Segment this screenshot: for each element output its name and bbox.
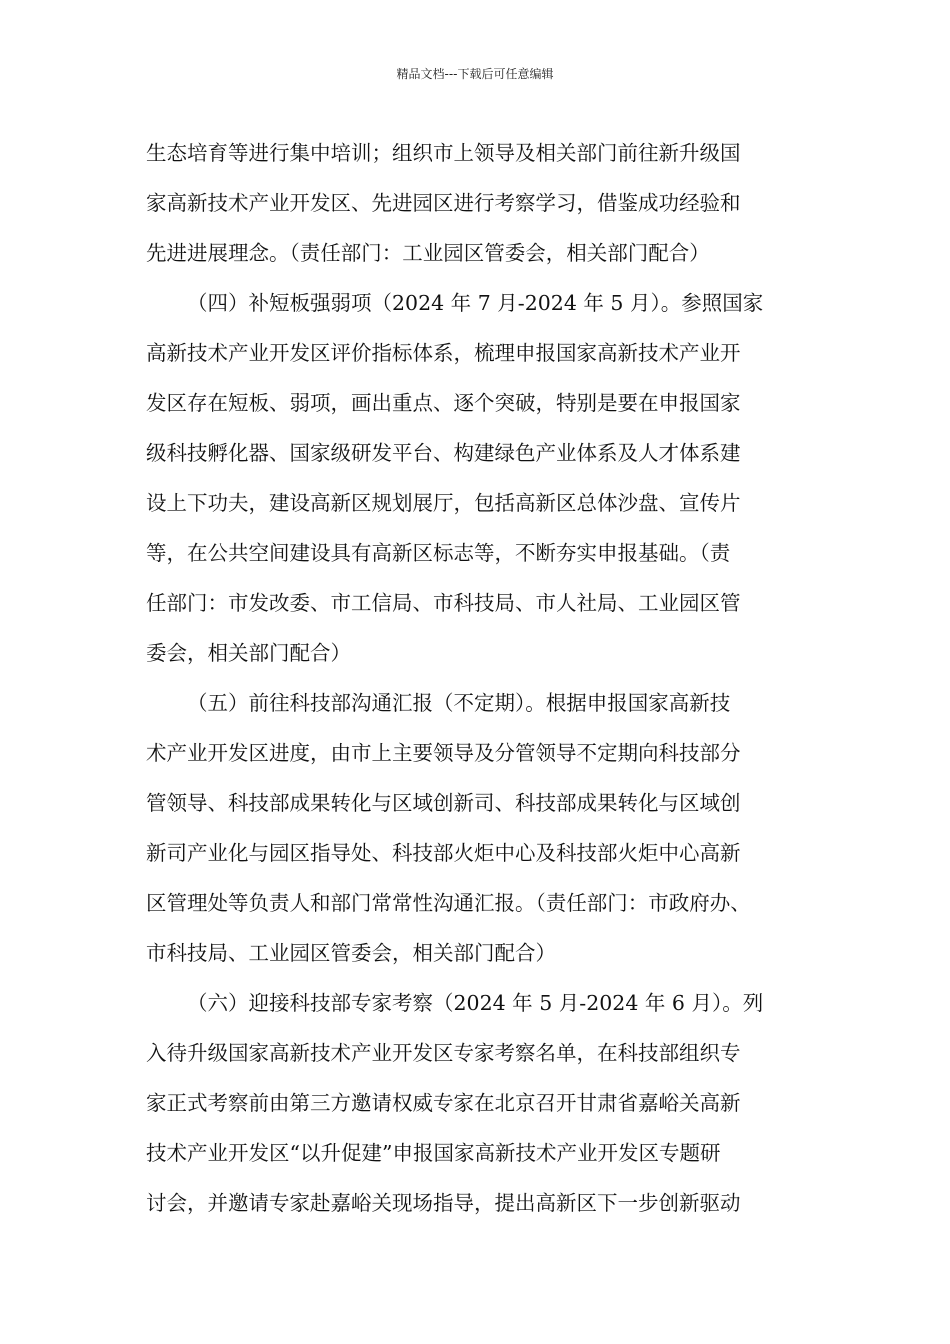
text-line: 讨会，并邀请专家赴嘉峪关现场指导，提出高新区下一步创新驱动	[146, 1191, 741, 1215]
page-header: 精品文档---下载后可任意编辑	[396, 67, 554, 81]
text-line: 入待升级国家高新技术产业开发区专家考察名单，在科技部组织专	[146, 1041, 741, 1065]
text-line: 任部门：市发改委、市工信局、市科技局、市人社局、工业园区管	[146, 591, 741, 615]
text-line: 管领导、科技部成果转化与区域创新司、科技部成果转化与区域创	[146, 791, 741, 815]
text-line: 市科技局、工业园区管委会，相关部门配合）	[146, 941, 556, 965]
text-line: 技术产业开发区“以升促建”申报国家高新技术产业开发区专题研	[146, 1141, 721, 1165]
text-line: 生态培育等进行集中培训；组织市上领导及相关部门前往新升级国	[146, 141, 741, 165]
text-line: 新司产业化与园区指导处、科技部火炬中心及科技部火炬中心高新	[146, 841, 741, 865]
document-body	[146, 128, 826, 1228]
text-line: 区管理处等负责人和部门常常性沟通汇报。（责任部门：市政府办、	[146, 891, 751, 915]
paragraph-start-line: （五）前往科技部沟通汇报（不定期）。根据申报国家高新技	[187, 691, 731, 715]
text-line: 术产业开发区进度，由市上主要领导及分管领导不定期向科技部分	[146, 741, 741, 765]
text-line: 先进进展理念。（责任部门：工业园区管委会，相关部门配合）	[146, 241, 710, 265]
text-line: 等，在公共空间建设具有高新区标志等，不断夯实申报基础。（责	[146, 541, 731, 565]
text-line: 高新技术产业开发区评价指标体系，梳理申报国家高新技术产业开	[146, 341, 741, 365]
paragraph-start-line: （六）迎接科技部专家考察（2024 年 5 月-2024 年 6 月）。列	[187, 991, 764, 1015]
text-line: 设上下功夫，建设高新区规划展厅，包括高新区总体沙盘、宣传片	[146, 491, 741, 515]
text-line: 发区存在短板、弱项，画出重点、逐个突破，特别是要在申报国家	[146, 391, 741, 415]
text-line: 家正式考察前由第三方邀请权威专家在北京召开甘肃省嘉峪关高新	[146, 1091, 741, 1115]
paragraph-start-line: （四）补短板强弱项（2024 年 7 月-2024 年 5 月）。参照国家	[187, 291, 764, 315]
text-line: 级科技孵化器、国家级研发平台、构建绿色产业体系及人才体系建	[146, 441, 741, 465]
text-line: 家高新技术产业开发区、先进园区进行考察学习，借鉴成功经验和	[146, 191, 741, 215]
text-line: 委会，相关部门配合）	[146, 641, 351, 665]
